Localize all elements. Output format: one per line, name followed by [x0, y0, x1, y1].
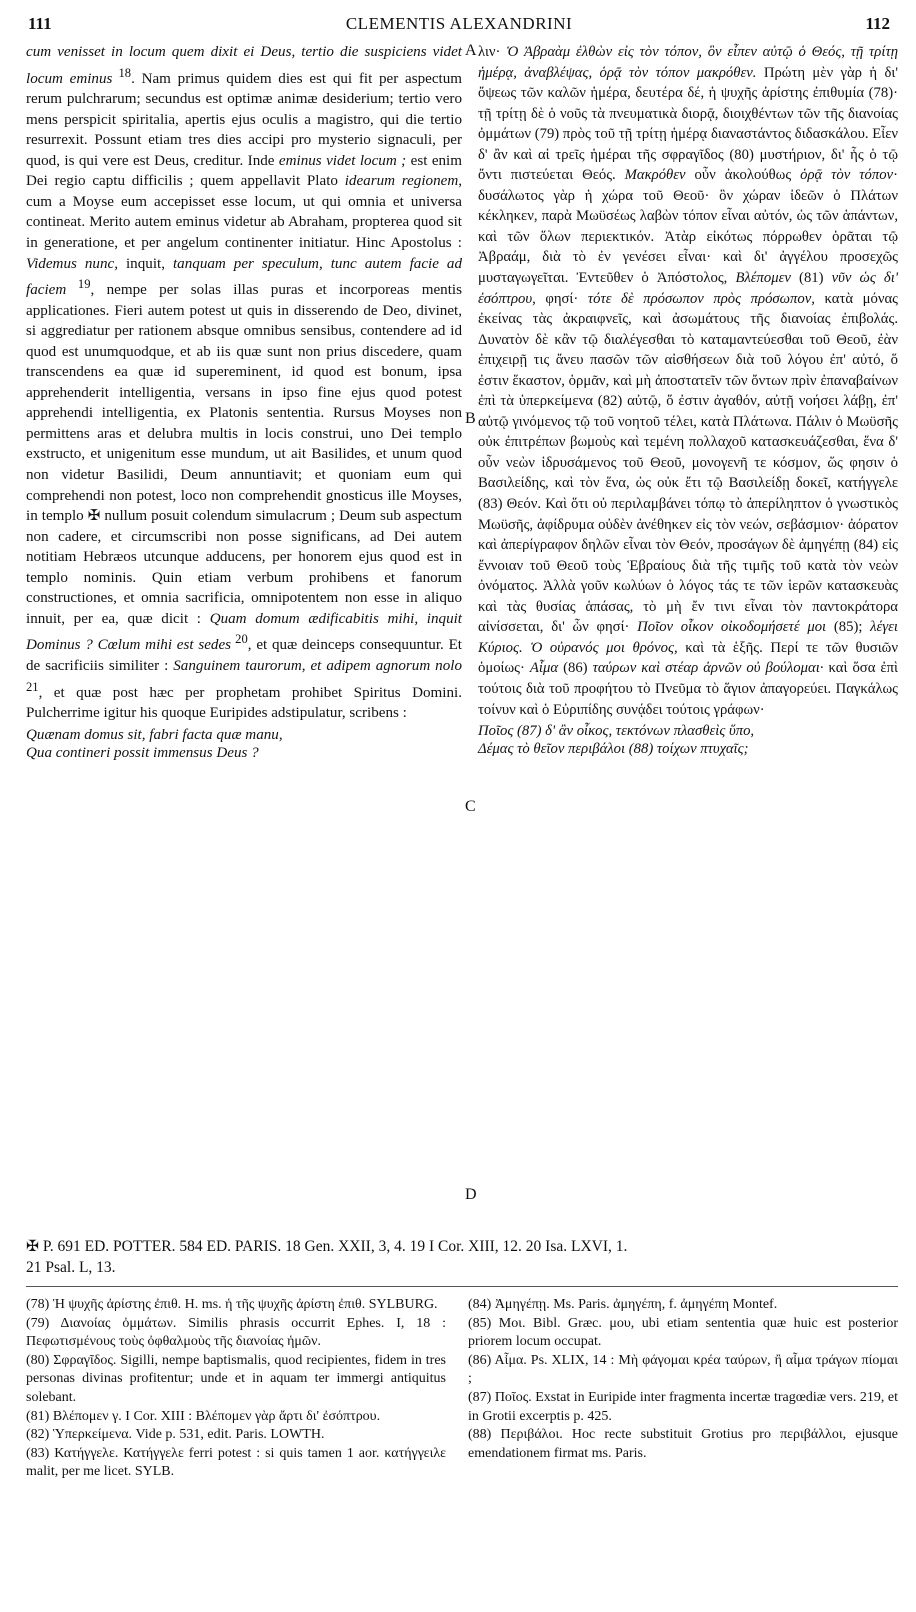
footnote-84: (84) Ἀμηγέπῃ. Ms. Paris. ἀμηγέπη, f. ἀμηγέπη Montef. — [468, 1297, 778, 1312]
footnotes-right — [468, 1296, 898, 1463]
latin-paragraph: cum venisset in locum quem dixit ei Deus, tertio die suspiciens videt locum eminus $^{18}$. Nam primus quidem dies est qui fit per aspectum rerum pulchrarum; secundus est optimæ animæ desiderium; tertio vero mens perspicit spiritalia, apertis ejus oculis a magistro, qui die tertio resurrexit. Possunt etiam tres dies accipi pro mysterio signaculi, per quod, is qui vere est Deus, creditur. Inde eminus videt locum ; est enim Dei regio captu difficilis ; quem appellavit Plato idearum regionem, cum a Moyse eum accepisset esse locum, ut qui omnia et universa contineat. Merito autem eminus videtur ab Abraham, propterea quod sit in generatione, et per angelum continenter initiatur. Hinc Apostolus : Videmus nunc, inquit, tanquam per speculum, tunc autem facie ad faciem $^{19}$, nempe per solas illas puras et incorporeas mentis applicationes. Fieri autem potest ut quis in disserendo de Deo, divinet, si aggrediatur per rationem absque omnibus sensibus, contendere ad id quod est unumquodque, et ab iis quæ sunt non prius discedere, quam transcendens ea quæ id supereminent, id quod est bonum, ipsa apprehenderit intelligentia, versans in ipso fine ejus quod potest apprehendi intelligentia, ex Platonis sententia. Rursus Moyses non permittens aras et delubra multis in locis construi, uno Dei templo exstructo, et unigenitum esse mundum, ut ait Basilides, et unum quod non videtur Basilidi, Deum annuntiavit; et quoniam eum qui comprehendi non potest, loco non comprehendit gnosticus ille Moyses, in templo ✠ nullum posuit colendum simulacrum ; Deum sub aspectum non cadere, et circumscribi non posse significans, ad Dei autem notitiam Hebræos utcunque adducens, per honorem ejus quod est in templo nominis. Quin etiam verbum prohibens et fanorum constructiones, et omnia sacrificia, omnipotentem non esse in aliquo innuit, per ea, quæ dicit : Quam domum ædificabitis mihi, inquit Dominus ? Cœlum mihi est sedes $^{20}$, et quæ deinceps consequuntur. Et de sacrificiis similiter : Sanguinem taurorum, et adipem agnorum nolo $^{21}$, et quæ post hæc per prophetam prohibet Spiritus Domini. Pulcherrime igitur his quoque Euripides adstipulatur, scribens : — [26, 44, 463, 722]
reference-line: ✠ P. 691 ED. POTTER. 584 ED. PARIS. 18 Gen. XXII, 3, 4. 19 I Cor. XIII, 12. 20 Isa. LXVI, 1. — [26, 1238, 628, 1255]
footnote-88: (88) Περιβάλοι. Hoc recte substituit Grotius pro περιβάλλοι, ejusque emendationem firmat ms. Paris. — [468, 1427, 898, 1461]
footnote-78: (78) Ἡ ψυχῆς ἀρίστης ἐπιθ. H. ms. ἡ τῆς ψυχῆς ἀρίστη ἐπιθ. SYLBURG. — [26, 1297, 438, 1312]
footnote-divider — [26, 1286, 898, 1287]
latin-column — [26, 42, 462, 762]
footnote-86: (86) Αἷμα. Ps. XLIX, 14 : Μὴ φάγομαι κρέα ταύρων, ἢ αἷμα τράγων πίομαι ; — [468, 1352, 898, 1387]
scripture-references — [26, 1236, 898, 1278]
footnote-83: (83) Κατήγγελε. Κατήγγελε ferri potest : si quis tamen 1 aor. κατήγγειλε malit, per me licet. SYLB. — [26, 1445, 446, 1480]
footnote-80: (80) Σφραγῖδος. Sigilli, nempe baptismalis, quod recipientes, fidem in tres personas divinas profitentur; unde et in aquam ter immergi antiquitus solebant. — [26, 1352, 446, 1405]
footnote-87: (87) Ποῖος. Exstat in Euripide inter fragmenta incertæ tragœdiæ vers. 219, et in Grotii excerptis p. 425. — [468, 1389, 898, 1424]
reference-line: 21 Psal. L, 13. — [26, 1259, 116, 1276]
page-header — [28, 14, 890, 38]
latin-verse: Quænam domus sit, fabri facta quæ manu, Qua contineri possit immensus Deus ? — [26, 726, 283, 761]
section-marker-a: A — [465, 42, 477, 59]
section-marker-b: B — [465, 410, 476, 427]
section-marker-d: D — [465, 1186, 477, 1203]
greek-paragraph: λιν· Ὁ Ἀβραὰμ ἐλθὼν εἰς τὸν τόπον, ὃν εἶπεν αὐτῷ ὁ Θεός, τῇ τρίτῃ ἡμέρᾳ, ἀναβλέψας, ὁρᾷ τὸν τόπον μακρόθεν. Πρώτη μὲν γὰρ ἡ δι' ὄψεως τῶν καλῶν ἡμέρα, δευτέρα δέ, ἡ ψυχῆς ἀρίστης ἐπιθυμία (78)· τῇ τρίτῃ δὲ ὁ νοῦς τὰ πνευματικὰ διορᾷ, διοιχθέντων τῶν τῆς διανοίας ὀμμάτων (79) πρὸς τοῦ τῇ τρίτῃ ἡμέρᾳ διαναστάντος διδασκάλου. Εἶεν δ' ἂν καὶ αἱ τρεῖς ἡμέραι τῆς σφραγῖδος (80) μυστήριον, δι' ἧς ὁ τῷ ὄντι πιστεύεται Θεός. Μακρόθεν οὖν ἀκολούθως ὁρᾷ τὸν τόπον· δυσάλωτος γὰρ ἡ χώρα τοῦ Θεοῦ· ὃν χώραν ἰδεῶν ὁ Πλάτων κέκληκεν, παρὰ Μωϋσέως λαβὼν τόπον εἶναι αὐτόν, ὡς τῶν ἁπάντων, καὶ τῶν ὅλων περιεκτικόν. Ἀτὰρ εἰκότως πόρρωθεν ὁρᾶται τῷ Ἀβραάμ, διὰ τὸ ἐν γενέσει εἶναι· καὶ δι' ἀγγέλου προσεχῶς μυσταγωγεῖται. Ἐντεῦθεν ὁ Ἀπόστολος, Βλέπομεν (81) νῦν ὡς δι' ἐσόπτρου, φησί· τότε δὲ πρόσωπον πρὸς πρόσωπον, κατὰ μόνας ἐκείνας τὰς ἀκραιφνεῖς, καὶ ἀσωμάτους τῆς διανοίας ἐπιβολάς. Δυνατὸν δὲ κἂν τῷ διαλέγεσθαι τὸ καταμαντεύεσθαι τοῦ Θεοῦ, ἐὰν ἐπιχειρῇ τις ἄνευ πασῶν τῶν αἰσθήσεων διὰ τοῦ λόγου ἐπ' αὐτό, ὅ ἐστιν ἕκαστον, ὁρμᾶν, καὶ μὴ ἀποστατεῖν τῶν ὄντων πρὶν ἐπαναβαίνων ἐπὶ τὰ ὑπερκείμενα (82) αὐτῷ, ὅ ἐστιν ἀγαθόν, αὐτῇ νοήσει λάβῃ, ἐπ' αὐτῷ γινόμενος τῷ τοῦ νοητοῦ τέλει, κατὰ Πλάτωνα. Πάλιν ὁ Μωϋσῆς οὐκ ἐπιτρέπων βωμοὺς καὶ τεμένη πολλαχοῦ κατασκευάζεσθαι, ἕνα δ' οὖν νεὼν ἱδρυσάμενος τοῦ Θεοῦ, μονογενῆ τε κόσμον, ὥς φησιν ὁ Βασιλείδης, καὶ τὸν ἕνα, ὡς οὐκ ἔτι τῷ Βασιλείδῃ δοκεῖ, κατήγγελε (83) Θεόν. Καὶ ὅτι οὐ περιλαμβάνει τόπῳ τὸ ἀπερίληπτον ὁ γνωστικὸς Μωϋσῆς, ἀφίδρυμα οὐδὲν ἀνέθηκεν εἰς τὸν νεών, σεβάσμιον· ἀόρατον καὶ ἀπερίγραφον δηλῶν εἶναι τὸν Θεόν, προσάγων δὲ ἀμηγέπῃ (84) εἰς ἔννοιαν τοῦ Θεοῦ τοὺς Ἑβραίους διὰ τῆς τιμῆς τοῦ κατὰ τὸν νεὼν ὀνόματος. Ἀλλὰ γοῦν κωλύων ὁ λόγος τάς τε τῶν ἱερῶν κατασκευὰς καὶ τὰς θυσίας ἁπάσας, τὸ μὴ ἔν τινι εἶναι τὸν παντοκράτορα αἰνίσσεται, δι' ὧν φησί· Ποῖον οἶκον οἰκοδομήσετέ μοι (85); λέγει Κύριος. Ὁ οὐρανός μοι θρόνος, καὶ τὰ ἑξῆς. Περί τε τῶν θυσιῶν ὁμοίως· Αἷμα (86) ταύρων καὶ στέαρ ἀρνῶν οὐ βούλομαι· καὶ ὅσα ἐπὶ τούτοις διὰ τοῦ προφήτου τὸ Πνεῦμα τὸ ἅγιον ἀπαγορεύει. Παγκάλως τοίνυν καὶ ὁ Εὐριπίδης συνᾴδει τούτοις γράφων· — [478, 44, 898, 718]
footnote-79: (79) Διανοίας ὀμμάτων. Similis phrasis occurrit Ephes. I, 18 : Πεφωτισμένους τοὺς ὀφθαλμοὺς τῆς διανοίας ἡμῶν. — [26, 1315, 446, 1350]
running-title: CLEMENTIS ALEXANDRINI — [345, 14, 573, 33]
footnote-85: (85) Μοι. Bibl. Græc. μου, ubi etiam sententia quæ huic est posterior priorem locum occupat. — [468, 1315, 898, 1350]
footnotes-left — [26, 1296, 446, 1482]
footnote-82: (82) Ὑπερκείμενα. Vide p. 531, edit. Paris. LOWTH. — [26, 1427, 325, 1443]
section-marker-c: C — [465, 798, 476, 815]
page-number-right: 112 — [865, 14, 890, 33]
greek-column — [478, 42, 898, 758]
page-number-left: 111 — [28, 14, 52, 33]
footnote-81: (81) Βλέπομεν γ. I Cor. XIII : Βλέπομεν γὰρ ἄρτι δι' ἐσόπτρου. — [26, 1408, 381, 1424]
greek-verse: Ποῖος (87) δ' ἂν οἶκος, τεκτόνων πλασθεὶς ὕπο, Δέμας τὸ θεῖον περιβάλοι (88) τοίχων πτυχαῖς; — [478, 723, 755, 758]
